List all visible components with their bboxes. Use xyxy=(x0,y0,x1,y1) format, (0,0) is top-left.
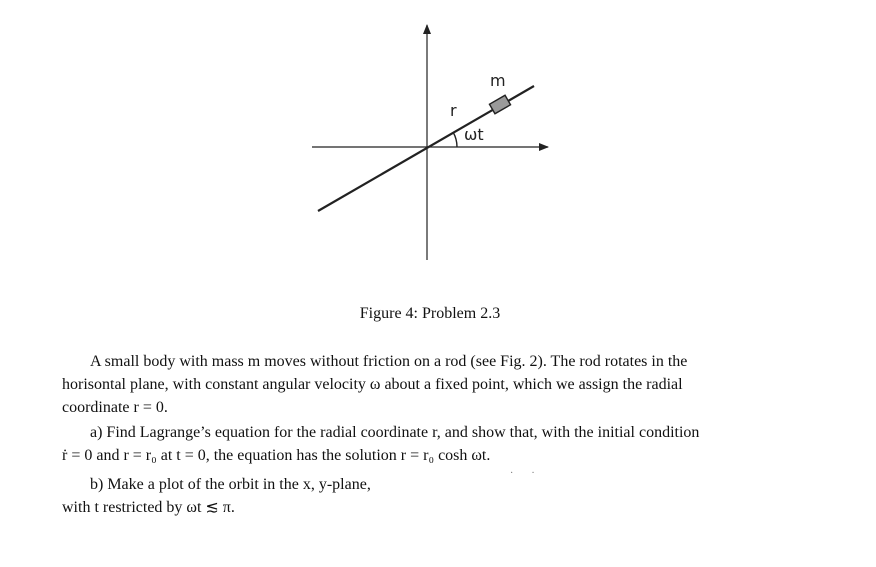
part-a-line-1: a) Find Lagrange’s equation for the radial coordinate r, and show that, with the initial condition xyxy=(90,424,700,441)
intro-line-2: horisontal plane, with constant angular velocity ω about a fixed point, which we assign the radial xyxy=(62,376,683,393)
part-b-line-2: with t restricted by ωt ≲ π. xyxy=(62,499,235,516)
radius-label: r xyxy=(450,101,457,120)
part-b-paragraph xyxy=(62,473,798,519)
intro-line-1: A small body with mass m moves without friction on a rod (see Fig. 2). The rod rotates in the xyxy=(90,353,688,370)
angle-label: ωt xyxy=(464,125,484,144)
part-b-line-1: b) Make a plot of the orbit in the x, y-plane, xyxy=(90,476,371,493)
intro-line-3: coordinate r = 0. xyxy=(62,399,168,416)
part-a-paragraph xyxy=(62,421,798,467)
part-a-line-2: ṙ = 0 and r = r₀ at t = 0, the equation has the solution r = r₀ cosh ωt. xyxy=(62,447,491,464)
rotating-rod-figure xyxy=(300,15,560,270)
angle-arc xyxy=(453,132,457,147)
figure-caption: Figure 4: Problem 2.3 xyxy=(359,305,501,322)
mass-label: m xyxy=(490,71,506,90)
problem-intro-paragraph xyxy=(62,350,798,419)
stray-marks: ·· xyxy=(510,468,553,479)
mass-block xyxy=(489,95,510,114)
